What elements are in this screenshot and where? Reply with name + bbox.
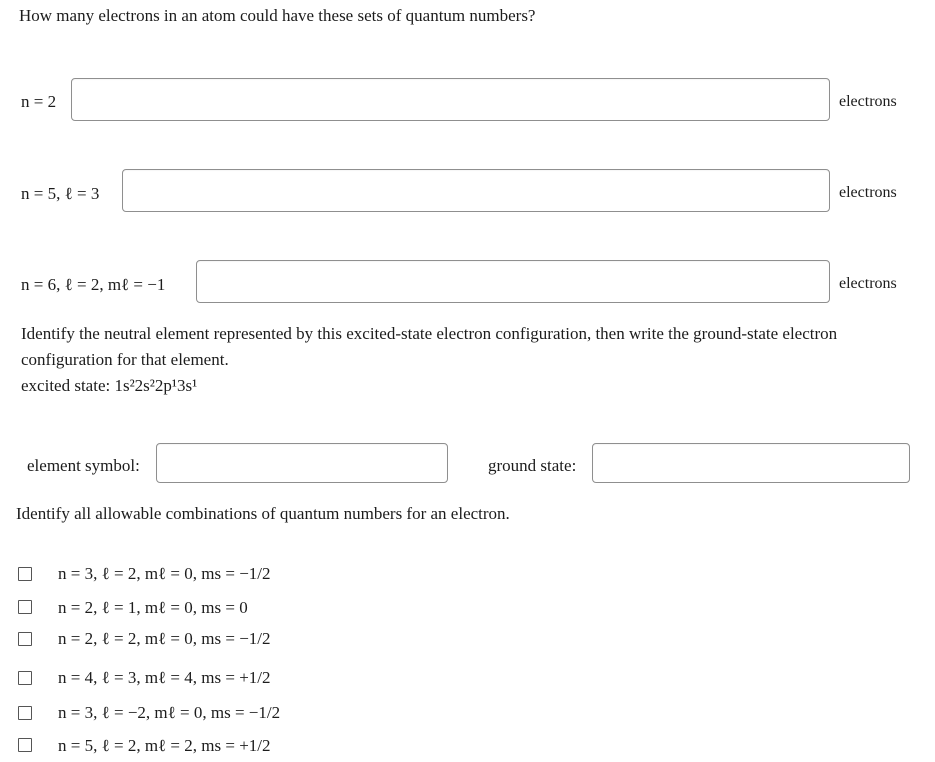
option4-checkbox[interactable] xyxy=(18,671,32,685)
element-symbol-input[interactable] xyxy=(156,443,448,483)
option4-label: n = 4, ℓ = 3, mℓ = 4, ms = +1/2 xyxy=(58,668,271,687)
option6-checkbox[interactable] xyxy=(18,738,32,752)
row3-electrons-input[interactable] xyxy=(196,260,830,303)
row3-label: n = 6, ℓ = 2, mℓ = −1 xyxy=(21,275,166,294)
row1-electrons-input[interactable] xyxy=(71,78,830,121)
option2-checkbox[interactable] xyxy=(18,600,32,614)
ground-state-input[interactable] xyxy=(592,443,910,483)
option3-label: n = 2, ℓ = 2, mℓ = 0, ms = −1/2 xyxy=(58,629,271,648)
option5-label: n = 3, ℓ = −2, mℓ = 0, ms = −1/2 xyxy=(58,703,281,722)
row2-electrons-input[interactable] xyxy=(122,169,830,212)
element-symbol-label: element symbol: xyxy=(27,456,140,475)
question2-prompt-line2: configuration for that element. xyxy=(21,350,229,369)
question3-prompt: Identify all allowable combinations of quantum numbers for an electron. xyxy=(16,504,510,523)
row3-unit: electrons xyxy=(839,275,897,292)
excited-state-line xyxy=(21,376,197,396)
option5-checkbox[interactable] xyxy=(18,706,32,720)
row1-label: n = 2 xyxy=(21,92,57,111)
option6-label: n = 5, ℓ = 2, mℓ = 2, ms = +1/2 xyxy=(58,736,271,755)
excited-state-config: 1s²2s²2p¹3s¹ xyxy=(114,376,198,395)
option3-checkbox[interactable] xyxy=(18,632,32,646)
row2-label: n = 5, ℓ = 3 xyxy=(21,184,100,203)
ground-state-label: ground state: xyxy=(488,456,577,475)
question1-prompt: How many electrons in an atom could have these sets of quantum numbers? xyxy=(19,6,536,25)
option1-checkbox[interactable] xyxy=(18,567,32,581)
option2-label: n = 2, ℓ = 1, mℓ = 0, ms = 0 xyxy=(58,598,248,617)
excited-state-label: excited state: xyxy=(21,376,111,395)
question2-prompt-line1: Identify the neutral element represented by this excited-state electron configuration, then write the ground-state electron xyxy=(21,324,838,343)
row1-unit: electrons xyxy=(839,93,897,110)
row2-unit: electrons xyxy=(839,184,897,201)
option1-label: n = 3, ℓ = 2, mℓ = 0, ms = −1/2 xyxy=(58,564,271,583)
